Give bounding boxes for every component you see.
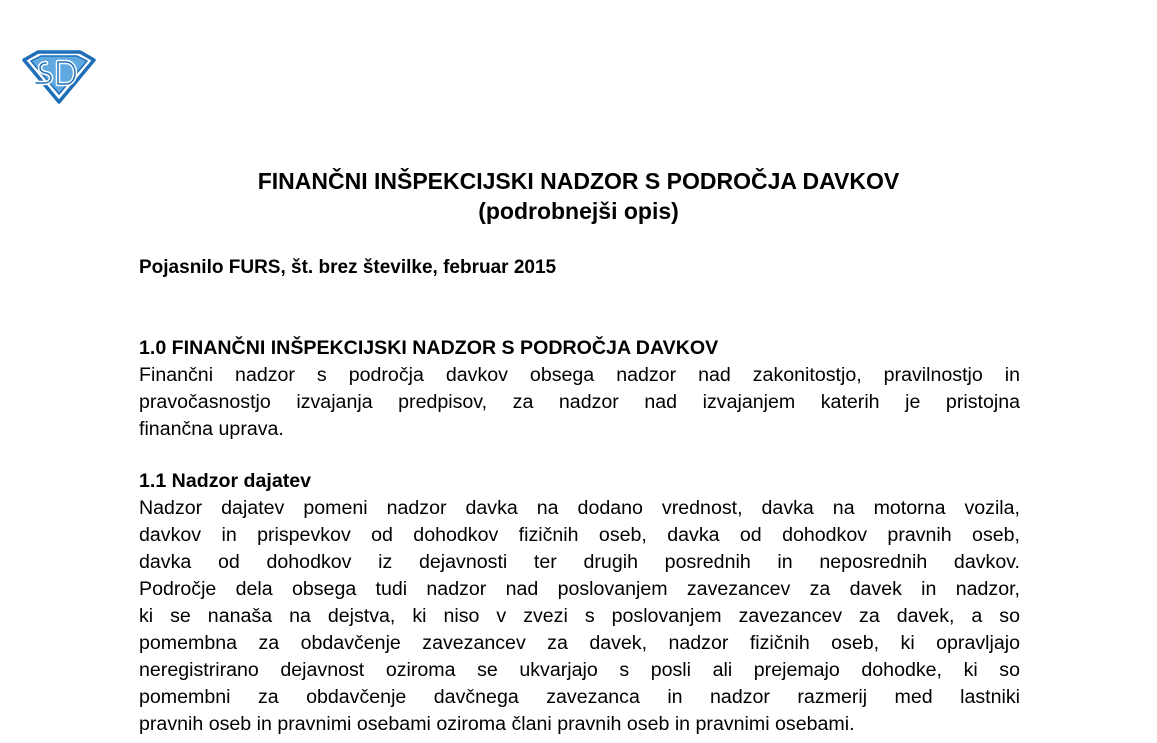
paragraph-line: Nadzor dajatev pomeni nadzor davka na dodano vrednost, davka na motorna vozila, [139, 497, 1020, 519]
paragraph-line: finančna uprava. [139, 418, 284, 440]
paragraph-line: Področje dela obsega tudi nadzor nad poslovanjem zavezancev za davek in nadzor, [139, 578, 1020, 600]
company-logo [22, 50, 96, 104]
document-reference: Pojasnilo FURS, št. brez številke, februar 2015 [139, 257, 557, 278]
paragraph-line: Finančni nadzor s področja davkov obsega nadzor nad zakonitostjo, pravilnostjo in [139, 364, 1020, 386]
section-1-1 [139, 468, 1020, 738]
section-paragraph [139, 362, 1020, 443]
title-main: FINANČNI INŠPEKCIJSKI NADZOR S PODROČJA DAVKOV [257, 168, 900, 194]
section-heading: 1.0 FINANČNI INŠPEKCIJSKI NADZOR S PODROČJA DAVKOV [139, 337, 719, 359]
section-heading: 1.1 Nadzor dajatev [139, 470, 312, 492]
paragraph-line: pravnih oseb in pravnimi osebami oziroma člani pravnih oseb in pravnimi osebami. [139, 713, 855, 735]
paragraph-line: ki se nanaša na dejstva, ki niso v zvezi s poslovanjem zavezancev za davek, a so [139, 605, 1020, 627]
section-paragraph [139, 495, 1020, 738]
paragraph-line: davkov in prispevkov od dohodkov fizičnih oseb, davka od dohodkov pravnih oseb, [139, 524, 1020, 546]
paragraph-line: pravočasnostjo izvajanja predpisov, za nadzor nad izvajanjem katerih je pristojna [139, 391, 1020, 413]
document-title [0, 166, 1157, 226]
paragraph-line: neregistrirano dejavnost oziroma se ukvarjajo s posli ali prejemajo dohodke, ki so [139, 659, 1020, 681]
section-1-0 [139, 335, 1020, 443]
paragraph-line: pomembna za obdavčenje zavezancev za davek, nadzor fizičnih oseb, ki opravljajo [139, 632, 1020, 654]
title-subtitle: (podrobnejši opis) [478, 198, 679, 224]
paragraph-line: pomembni za obdavčenje davčnega zavezanca in nadzor razmerij med lastniki [139, 686, 1020, 708]
paragraph-line: davka od dohodkov iz dejavnosti ter drugih posrednih in neposrednih davkov. [139, 551, 1020, 573]
